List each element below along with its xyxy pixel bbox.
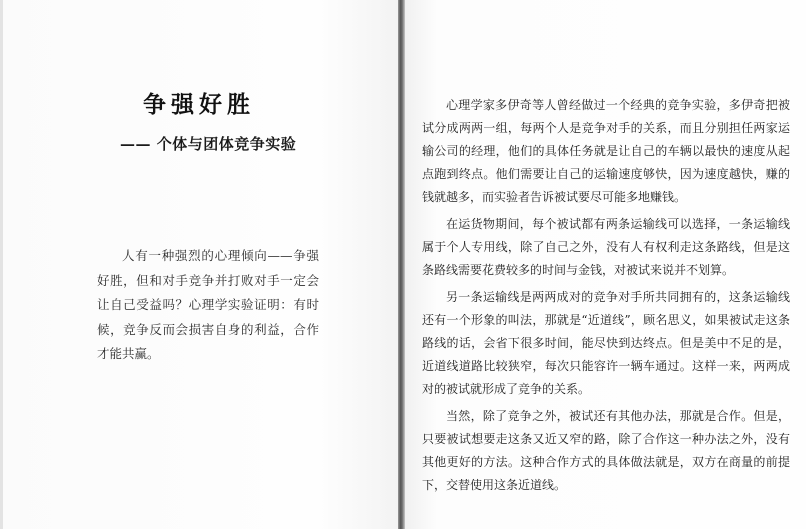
book-gutter [398, 0, 405, 529]
chapter-intro: 人有一种强烈的心理倾向——争强好胜，但和对手竞争并打败对手一定会让自己受益吗？心理学实验证明：有时候，竞争反而会损害自身的利益，合作才能共赢。 [97, 248, 319, 361]
chapter-title: 争强好胜 [143, 91, 255, 118]
left-page-edge [0, 0, 3, 529]
chapter-subtitle: —— 个体与团体竞争实验 [120, 135, 297, 153]
paragraph: 心理学家多伊奇等人曾经做过一个经典的竞争实验，多伊奇把被试分成两两一组，每两个人是竞争对手的关系，而且分别担任两家运输公司的经理，他们的具体任务就是让自己的车辆以最快的速度从起点跑到终点。他们需要让自己的运输速度够快，因为速度越快，赚的钱就越多，而实验者告诉被试要尽可能多地赚钱。 [422, 98, 790, 204]
paragraph: 在运货物期间，每个被试都有两条运输线可以选择，一条运输线属于个人专用线，除了自己之外，没有人有权利走这条路线，但是这条路线需要花费较多的时间与金钱，对被试来说并不划算。 [422, 217, 790, 277]
paragraph: 另一条运输线是两两成对的竞争对手所共同拥有的，这条运输线还有一个形象的叫法，那就是“近道线”，顾名思义，如果被试走这条路线的话，会省下很多时间，能尽快到达终点。但是美中不足的是，近道线道路比较狭窄，每次只能容许一辆车通过。这样一来，两两成对的被试就形成了竞争的关系。 [422, 290, 790, 396]
left-page [0, 0, 398, 529]
paragraph: 当然，除了竞争之外，被试还有其他办法，那就是合作。但是，只要被试想要走这条又近又窄的路，除了合作这一种办法之外，没有其他更好的方法。这种合作方式的具体做法就是，双方在商量的前提下，交替使用这条近道线。 [422, 409, 790, 492]
right-page [405, 0, 806, 529]
body-text [422, 94, 790, 501]
